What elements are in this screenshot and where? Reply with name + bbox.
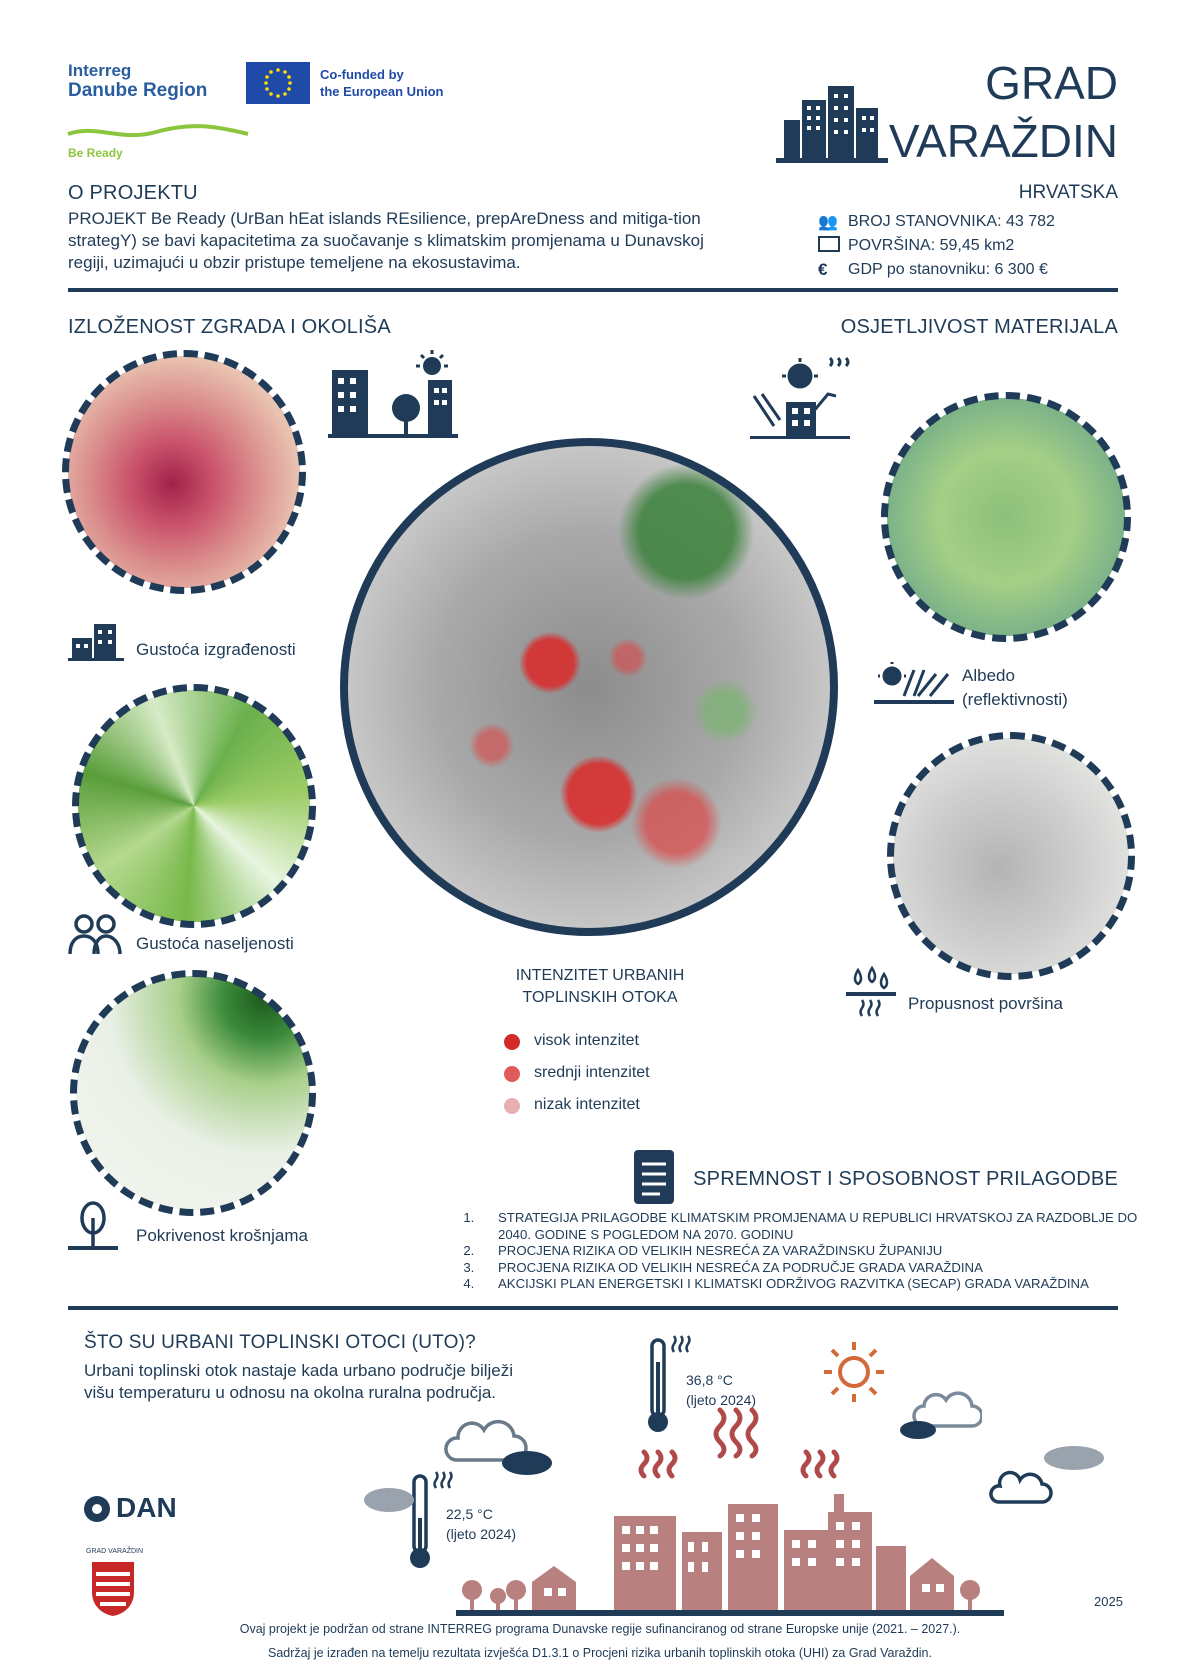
- area-stat: POVRŠINA: 59,45 km2: [848, 237, 1015, 254]
- heat-waves-icon: [636, 1402, 916, 1492]
- divider-bottom: [68, 1306, 1118, 1310]
- eu-line1: Co-funded by: [320, 67, 404, 82]
- tree-icon: [68, 1200, 118, 1252]
- interreg-logo: [68, 62, 228, 102]
- dan-logo-icon: [82, 1494, 112, 1524]
- albedo-sun-icon: [874, 660, 954, 708]
- readiness-item-4: 4. AKCIJSKI PLAN ENERGETSKI I KLIMATSKI ODRŽIVOG RAZVITKA (SECAP) GRADA VARAŽDINA: [478, 1276, 1140, 1293]
- building-tree-sun-icon: [328, 350, 458, 440]
- eu-cofunded-text: [320, 66, 444, 100]
- beready-wave-icon: [66, 122, 250, 144]
- rural-temp-value: 22,5 °C: [446, 1506, 493, 1522]
- stats-block: [818, 210, 1118, 282]
- about-text: PROJEKT Be Ready (UrBan hEat islands REsilience, prepAreDness and mitiga-tion strategY) se bavi kapacitetima za suočavanje s klimatskim promjenama u Dunavskoj regiji, uzimajući u obzir pristupe temeljene na ekosustavima.: [68, 209, 704, 272]
- interreg-logo-line2: Danube Region: [68, 80, 208, 101]
- divider-top: [68, 288, 1118, 292]
- exposure-title: IZLOŽENOST ZGRADA I OKOLIŠA: [68, 316, 391, 338]
- readiness-item-2: 2. PROCJENA RIZIKA OD VELIKIH NESREĆA ZA VARAŽDINSKU ŽUPANIJU: [478, 1243, 1140, 1260]
- permeability-ring: [887, 732, 1135, 980]
- city-title-line2: VARAŽDIN: [888, 115, 1118, 167]
- cloud-grey-icon: [362, 1480, 416, 1514]
- cloud-navy-icon: [500, 1446, 554, 1476]
- footer-line1: Ovaj projekt je podržan od strane INTERREG programa Dunavske regije sufinanciranog od strane Europske unije (2021. – 2027.).: [239, 1622, 961, 1636]
- albedo-label: [962, 664, 1068, 712]
- building-density-icon: [68, 620, 124, 662]
- country-label: HRVATSKA: [1018, 182, 1118, 203]
- readiness-item-1: 1. STRATEGIJA PRILAGODBE KLIMATSKIM PROMJENAMA U REPUBLICI HRVATSKOJ ZA RAZDOBLJE DO 2040. GODINE S POGLEDOM NA 2070. GODINU: [478, 1210, 1140, 1243]
- sun-reflection-building-icon: [750, 356, 850, 440]
- readiness-title: SPREMNOST I SPOSOBNOST PRILAGODBE: [693, 1168, 1118, 1190]
- gdp-stat: GDP po stanovniku: 6 300 €: [848, 261, 1048, 278]
- albedo-label-2: (reflektivnosti): [962, 690, 1068, 709]
- canopy-cover-label: Pokrivenost krošnjama: [136, 1226, 308, 1245]
- interreg-logo-line1: Interreg: [68, 61, 132, 80]
- population-density-ring: [72, 684, 316, 928]
- city-title-line1: GRAD: [985, 57, 1118, 109]
- beready-label: Be Ready: [68, 146, 123, 160]
- built-density-label: Gustoća izgrađenosti: [136, 640, 296, 659]
- city-crest-caption: GRAD VARAŽDIN: [86, 1548, 144, 1555]
- uhi-legend-title-1: INTENZITET URBANIH: [515, 967, 685, 984]
- legend-dot-high: [504, 1034, 520, 1050]
- euro-icon: €: [818, 260, 828, 279]
- people-icon: 👥: [818, 214, 838, 231]
- legend-high-label: visok intenzitet: [534, 1032, 639, 1049]
- uhi-title: ŠTO SU URBANI TOPLINSKI OTOCI (UTO)?: [84, 1332, 476, 1353]
- dan-logo-text: DAN: [116, 1492, 177, 1523]
- city-temp-note: (ljeto 2024): [686, 1392, 757, 1408]
- footer-line2: Sadržaj je izrađen na temelju rezultata izvješća D1.3.1 o Procjeni rizika urbanih toplinskih otoka (UHI) za Grad Varaždin.: [268, 1646, 932, 1660]
- canopy-cover-ring: [70, 970, 316, 1216]
- area-icon: [818, 236, 848, 257]
- sensitivity-title: OSJETLJIVOST MATERIJALA: [840, 316, 1118, 338]
- legend-mid-label: srednji intenzitet: [534, 1064, 650, 1081]
- about-title: O PROJEKTU: [68, 182, 198, 204]
- legend-dot-low: [504, 1098, 520, 1114]
- uhi-legend-title-2: TOPLINSKIH OTOKA: [522, 989, 678, 1006]
- eu-flag: [246, 62, 310, 104]
- readiness-list: [440, 1210, 1140, 1293]
- rural-temp-note: (ljeto 2024): [446, 1526, 517, 1542]
- readiness-item-3: 3. PROCJENA RIZIKA OD VELIKIH NESREĆA ZA PODRUČJE GRADA VARAŽDINA: [478, 1260, 1140, 1277]
- permeability-label: Propusnost površina: [908, 994, 1063, 1013]
- city-buildings-icon: [776, 80, 888, 164]
- city-skyline-icon: [456, 1486, 1004, 1618]
- legend-low-label: nizak intenzitet: [534, 1096, 640, 1113]
- eu-line2: the European Union: [320, 84, 444, 99]
- water-drops-icon: [846, 966, 896, 1020]
- uhi-center-ring: [340, 438, 838, 936]
- albedo-label-1: Albedo: [962, 666, 1015, 685]
- albedo-ring: [881, 392, 1131, 642]
- population-density-label: Gustoća naseljenosti: [136, 934, 294, 953]
- sun-icon: [822, 1340, 886, 1404]
- population-stat: BROJ STANOVNIKA: 43 782: [848, 213, 1055, 230]
- population-people-icon: [68, 912, 124, 956]
- uhi-text: Urbani toplinski otok nastaje kada urbano područje bilježi višu temperaturu u odnosu na okolna ruralna područja.: [84, 1361, 514, 1402]
- built-density-ring: [62, 350, 306, 594]
- city-crest-icon: [90, 1560, 136, 1618]
- legend-dot-mid: [504, 1066, 520, 1082]
- footer-year: 2025: [1094, 1594, 1123, 1609]
- city-temp-value: 36,8 °C: [686, 1372, 733, 1388]
- document-icon: [632, 1148, 682, 1208]
- uhi-legend-title: [470, 965, 730, 1009]
